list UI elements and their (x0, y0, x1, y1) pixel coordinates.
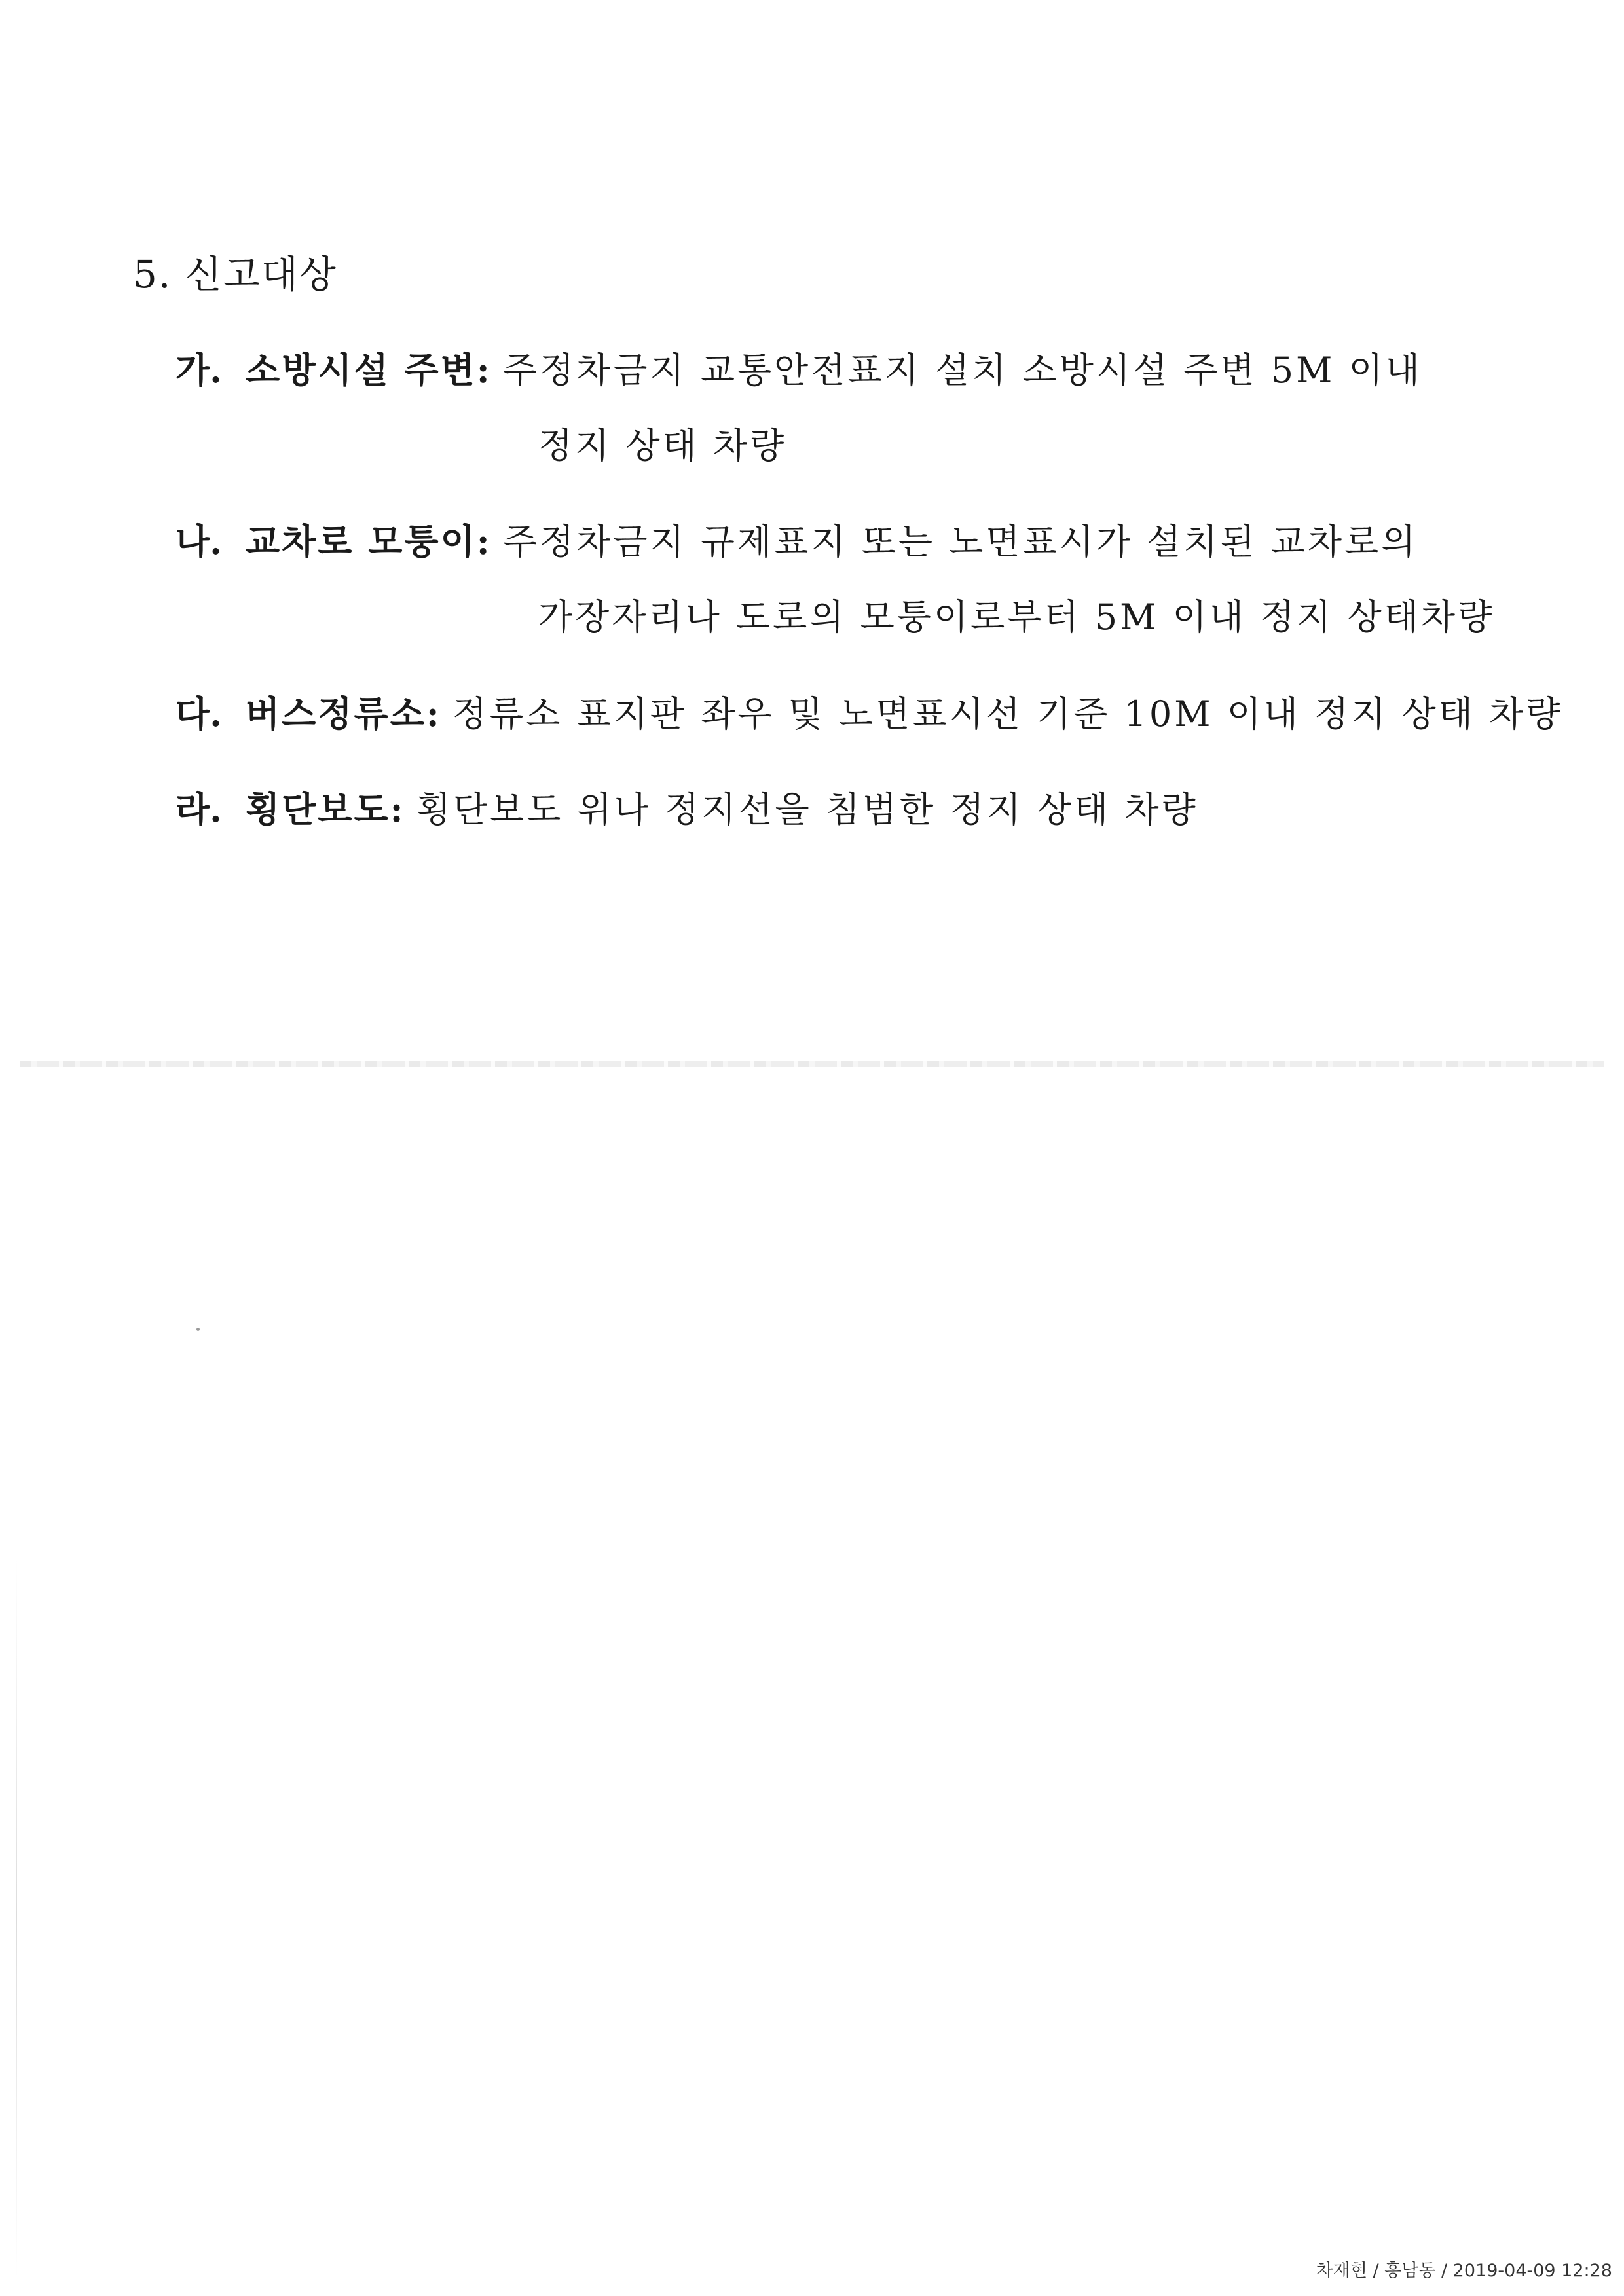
item-label: 버스정류소: (245, 693, 441, 735)
item-marker: 가. (175, 349, 222, 391)
item-marker: 다. (175, 693, 222, 735)
list-item-bus-stop (175, 676, 1563, 752)
item-marker: 라. (175, 788, 222, 830)
list-item-intersection-corner (175, 503, 1418, 580)
item-marker: 나. (175, 520, 222, 562)
scan-artifact-line (20, 1061, 1604, 1067)
item-label: 횡단보도: (245, 788, 405, 830)
item-body: 주정차금지 교통안전표지 설치 소방시설 주변 5M 이내 (502, 350, 1422, 391)
item-body: 횡단보도 위나 정지선을 침범한 정지 상태 차량 (416, 789, 1198, 830)
scan-artifact-dot (196, 1328, 200, 1331)
section-heading: 5. 신고대상 (133, 252, 337, 297)
item-label: 교차로 모퉁이: (245, 520, 492, 562)
scan-edge-shadow (16, 1558, 17, 2278)
item-label: 소방시설 주변: (245, 349, 492, 391)
list-item-crosswalk (175, 771, 1198, 848)
footer-stamp: 차재현 / 흥남동 / 2019-04-09 12:28 (1316, 2261, 1612, 2281)
list-item-fire-facility (175, 332, 1422, 409)
item-body: 주정차금지 규제표지 또는 노면표시가 설치된 교차로의 (502, 521, 1418, 562)
item-body: 정류소 표지판 좌우 및 노면표시선 기준 10M 이내 정지 상태 차량 (452, 693, 1563, 735)
item-body-continuation: 정지 상태 차량 (538, 425, 787, 466)
item-body-continuation: 가장자리나 도로의 모퉁이로부터 5M 이내 정지 상태차량 (538, 596, 1495, 638)
